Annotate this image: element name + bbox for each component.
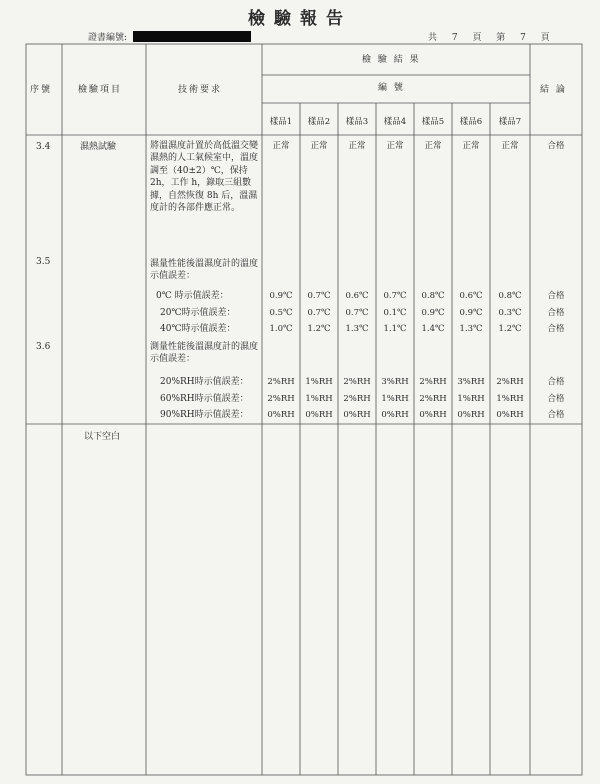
result-cell: 0%RH xyxy=(457,410,485,420)
row-label: 90%RH時示值誤差： xyxy=(160,410,249,420)
result-cell: 0.3℃ xyxy=(498,308,522,318)
result-cell: 0.9℃ xyxy=(269,291,293,301)
seq-3-4: 3.4 xyxy=(36,142,51,152)
row-label: 20%RH時示值誤差： xyxy=(160,377,249,387)
blank-below-note: 以下空白 xyxy=(84,432,121,442)
seq-3-5: 3.5 xyxy=(36,257,51,267)
sample-header: 樣品7 xyxy=(498,117,522,127)
conclusion-cell: 合格 xyxy=(547,410,565,420)
result-cell: 0.7℃ xyxy=(383,291,407,301)
result-cell: 1%RH xyxy=(305,394,333,404)
conclusion-cell: 合格 xyxy=(547,377,565,387)
sample-header: 樣品2 xyxy=(307,117,331,127)
result-cell: 1%RH xyxy=(381,394,409,404)
result-cell: 0.7℃ xyxy=(307,291,331,301)
result-cell: 正常 xyxy=(348,141,366,151)
result-cell: 2%RH xyxy=(343,394,371,404)
result-cell: 2%RH xyxy=(496,377,524,387)
result-cell: 1%RH xyxy=(457,394,485,404)
result-cell: 2%RH xyxy=(343,377,371,387)
result-cell: 3%RH xyxy=(381,377,409,387)
row-label: 0℃ 時示值誤差： xyxy=(156,291,229,301)
result-cell: 1.3℃ xyxy=(345,324,369,334)
header-item: 檢驗項目 xyxy=(78,85,123,95)
row-label: 60%RH時示值誤差： xyxy=(160,394,249,404)
result-cell: 1.3℃ xyxy=(459,324,483,334)
header-seq: 序號 xyxy=(30,85,53,95)
row-label: 20℃時示值誤差： xyxy=(160,308,236,318)
conclusion-cell: 合格 xyxy=(547,308,565,318)
result-cell: 0%RH xyxy=(343,410,371,420)
result-cell: 正常 xyxy=(462,141,480,151)
requirement-3-4: 將溫濕度計置於高低溫交變濕熱的人工氣候室中，溫度調至（40±2）℃，保持 2h，工作 h，錄取三組數據，自然恢復 8h 后，溫濕度計的各部件應正常。 xyxy=(150,141,259,214)
result-cell: 正常 xyxy=(501,141,519,151)
certificate-label: 證書編號: xyxy=(88,33,128,43)
conclusion-cell: 合格 xyxy=(547,394,565,404)
result-cell: 0.8℃ xyxy=(421,291,445,301)
result-cell: 正常 xyxy=(424,141,442,151)
header-numbering: 編 號 xyxy=(378,83,405,93)
result-cell: 1.1℃ xyxy=(383,324,407,334)
result-cell: 1%RH xyxy=(305,377,333,387)
result-cell: 2%RH xyxy=(267,377,295,387)
header-results: 檢 驗 結 果 xyxy=(362,55,421,65)
result-cell: 2%RH xyxy=(419,377,447,387)
result-cell: 1.4℃ xyxy=(421,324,445,334)
result-cell: 0.9℃ xyxy=(459,308,483,318)
result-cell: 0.1℃ xyxy=(383,308,407,318)
result-cell: 1.2℃ xyxy=(307,324,331,334)
sample-header: 樣品5 xyxy=(421,117,445,127)
item-humid-heat-test: 濕熱試驗 xyxy=(80,142,117,152)
header-conclusion: 結 論 xyxy=(540,85,567,95)
sample-header: 樣品1 xyxy=(269,117,293,127)
sample-header: 樣品4 xyxy=(383,117,407,127)
sample-header: 樣品3 xyxy=(345,117,369,127)
result-cell: 2%RH xyxy=(419,394,447,404)
sample-header: 樣品6 xyxy=(459,117,483,127)
header-requirement: 技術要求 xyxy=(178,85,223,95)
result-cell: 0.6℃ xyxy=(345,291,369,301)
result-cell: 0%RH xyxy=(496,410,524,420)
conclusion-cell: 合格 xyxy=(547,141,565,151)
result-cell: 正常 xyxy=(310,141,328,151)
result-cell: 0%RH xyxy=(381,410,409,420)
requirement-3-5: 濕量性能後溫濕度計的溫度示值誤差： xyxy=(150,259,259,282)
result-cell: 0.6℃ xyxy=(459,291,483,301)
result-cell: 0%RH xyxy=(305,410,333,420)
result-cell: 0.8℃ xyxy=(498,291,522,301)
seq-3-6: 3.6 xyxy=(36,342,51,352)
result-cell: 3%RH xyxy=(457,377,485,387)
page-info: 共 7 頁 第 7 頁 xyxy=(428,33,556,43)
result-cell: 正常 xyxy=(272,141,290,151)
row-label: 40℃時示值誤差： xyxy=(160,324,236,334)
result-cell: 0.5℃ xyxy=(269,308,293,318)
result-cell: 0.7℃ xyxy=(345,308,369,318)
result-cell: 0%RH xyxy=(267,410,295,420)
result-cell: 2%RH xyxy=(267,394,295,404)
result-cell: 0%RH xyxy=(419,410,447,420)
result-cell: 1.0℃ xyxy=(269,324,293,334)
result-cell: 0.7℃ xyxy=(307,308,331,318)
result-cell: 正常 xyxy=(386,141,404,151)
report-title: 檢驗報告 xyxy=(248,9,352,29)
requirement-3-6: 測量性能後溫濕度計的濕度示值誤差： xyxy=(150,342,259,365)
conclusion-cell: 合格 xyxy=(547,324,565,334)
result-cell: 1%RH xyxy=(496,394,524,404)
result-cell: 1.2℃ xyxy=(498,324,522,334)
result-cell: 0.9℃ xyxy=(421,308,445,318)
conclusion-cell: 合格 xyxy=(547,291,565,301)
